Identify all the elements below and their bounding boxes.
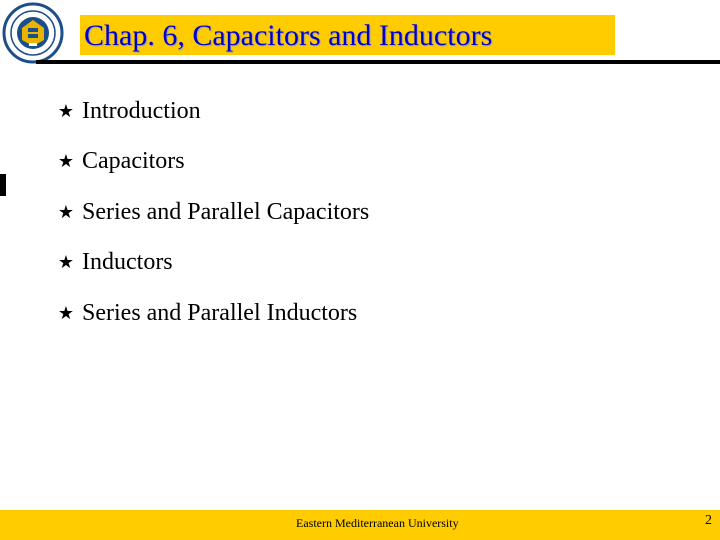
bullet-text: Series and Parallel Inductors (82, 299, 358, 326)
bullet-item-capacitors (56, 137, 369, 188)
bullet-item-series-parallel-capacitors (56, 187, 369, 238)
bullet-list (56, 86, 369, 339)
bullet-item-introduction (56, 86, 369, 137)
star-icon: ★ (57, 201, 75, 222)
edge-marker (0, 174, 6, 196)
bullet-item-series-parallel-inductors (56, 288, 369, 339)
star-icon: ★ (57, 151, 75, 172)
page-number: 2 (705, 513, 712, 528)
star-icon: ★ (57, 252, 75, 273)
star-icon: ★ (57, 302, 75, 323)
bullet-text: Series and Parallel Capacitors (82, 198, 370, 225)
bullet-text: Capacitors (82, 148, 185, 175)
bullet-item-inductors (56, 238, 369, 289)
university-seal-icon (2, 2, 64, 64)
slide-title: Chap. 6, Capacitors and Inductors (84, 19, 493, 52)
title-divider (36, 60, 720, 64)
university-logo (2, 2, 64, 64)
star-icon: ★ (57, 100, 75, 121)
footer-university-name: Eastern Mediterranean University (296, 516, 459, 530)
bullet-text: Inductors (82, 249, 173, 276)
bullet-text: Introduction (82, 97, 201, 124)
